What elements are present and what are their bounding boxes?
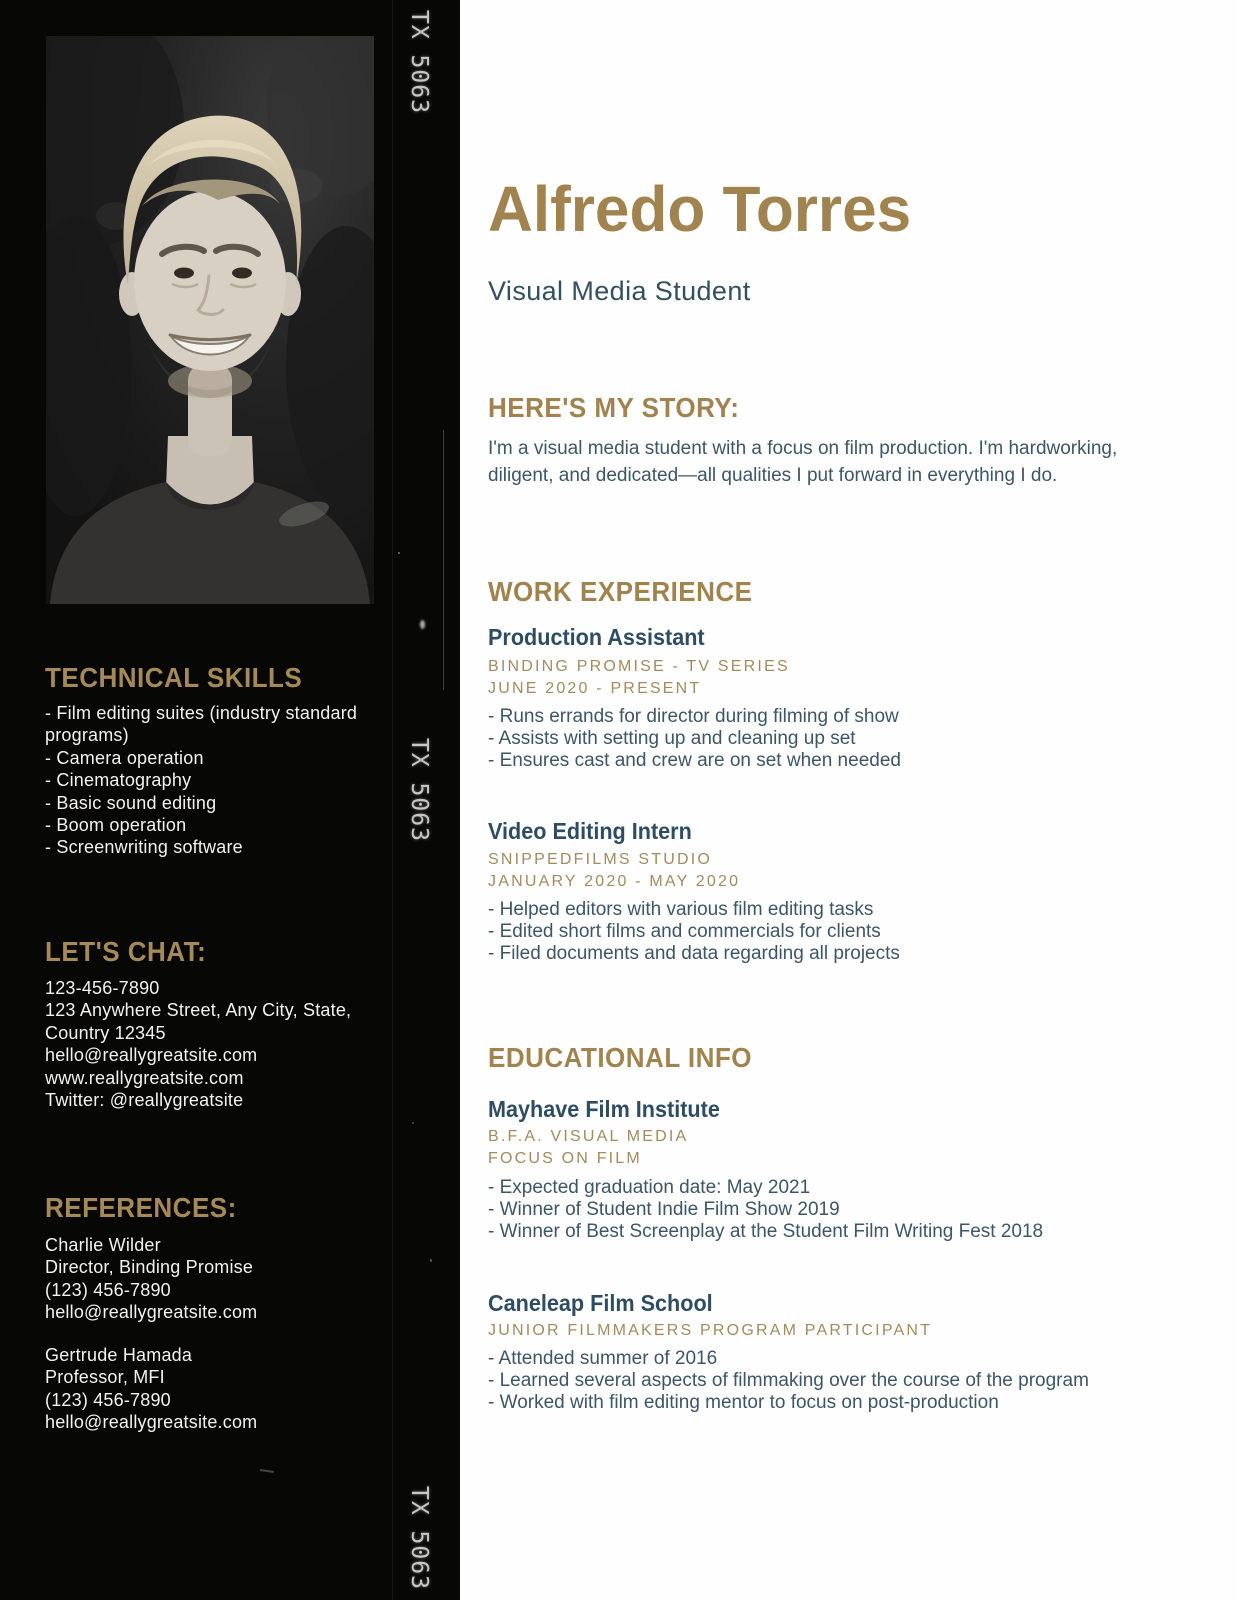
skill-item: - Cinematography — [45, 770, 192, 791]
contact-website: www.reallygreatsite.com — [45, 1067, 244, 1088]
reference-name: Gertrude Hamada — [45, 1345, 193, 1365]
school-bullets — [488, 1348, 1188, 1415]
person-role: Visual Media Student — [488, 276, 751, 306]
film-strip-sidebar — [0, 0, 460, 1600]
reference-phone: (123) 456-7890 — [45, 1279, 171, 1300]
technical-skills-list — [45, 702, 397, 859]
job-bullets — [488, 706, 1188, 773]
film-stock-label: TX 5063 — [406, 1486, 432, 1590]
skill-item: - Screenwriting software — [45, 837, 243, 858]
job-org: SNIPPEDFILMS STUDIO — [488, 851, 713, 868]
job-bullets — [488, 899, 1188, 966]
contact-address: 123 Anywhere Street, Any City, State, Country 12345 — [45, 1000, 352, 1043]
film-speck — [430, 1259, 432, 1262]
contact-twitter: Twitter: @reallygreatsite — [45, 1090, 244, 1111]
bullet-item: - Worked with film editing mentor to focus on post-production — [488, 1392, 999, 1414]
job-title: Video Editing Intern — [488, 818, 692, 844]
school-title: Mayhave Film Institute — [488, 1096, 720, 1122]
film-speck — [398, 552, 400, 554]
resume-main — [460, 0, 1236, 1600]
reference-role: Director, Binding Promise — [45, 1257, 254, 1278]
references-heading: REFERENCES: — [45, 1192, 237, 1223]
reference-name: Charlie Wilder — [45, 1235, 161, 1255]
education-heading: EDUCATIONAL INFO — [488, 1042, 752, 1073]
reference-entry — [45, 1344, 397, 1434]
school-degree: B.F.A. VISUAL MEDIA — [488, 1128, 689, 1145]
school-bullets — [488, 1177, 1188, 1244]
film-speck — [260, 1469, 274, 1473]
film-speck — [420, 620, 425, 629]
story-heading: HERE'S MY STORY: — [488, 392, 740, 423]
portrait-illustration — [46, 36, 374, 604]
film-stock-label: TX 5063 — [406, 738, 432, 842]
work-experience-heading: WORK EXPERIENCE — [488, 576, 753, 607]
bullet-item: - Edited short films and commercials for clients — [488, 921, 881, 943]
contact-email: hello@reallygreatsite.com — [45, 1045, 258, 1066]
bullet-item: - Learned several aspects of filmmaking over the course of the program — [488, 1370, 1089, 1392]
skill-item: - Camera operation — [45, 747, 204, 768]
reference-email: hello@reallygreatsite.com — [45, 1412, 258, 1433]
contact-list — [45, 977, 397, 1111]
technical-skills-heading: TECHNICAL SKILLS — [45, 662, 303, 693]
job-subtitle — [488, 656, 790, 700]
school-subtitle — [488, 1126, 688, 1170]
bullet-item: - Ensures cast and crew are on set when needed — [488, 750, 901, 772]
bullet-item: - Winner of Best Screenplay at the Student Film Writing Fest 2018 — [488, 1221, 1044, 1243]
job-title: Production Assistant — [488, 624, 705, 650]
job-subtitle — [488, 849, 740, 893]
bullet-item: - Assists with setting up and cleaning up set — [488, 728, 856, 750]
job-dates: JANUARY 2020 - MAY 2020 — [488, 873, 741, 890]
school-subtitle — [488, 1320, 932, 1342]
film-stock-label: TX 5063 — [406, 10, 432, 114]
job-dates: JUNE 2020 - PRESENT — [488, 680, 702, 697]
school-program: JUNIOR FILMMAKERS PROGRAM PARTICIPANT — [488, 1322, 933, 1339]
bullet-item: - Expected graduation date: May 2021 — [488, 1177, 811, 1198]
skill-item: - Film editing suites (industry standard programs) — [45, 703, 358, 746]
reference-phone: (123) 456-7890 — [45, 1389, 171, 1410]
film-scratch — [443, 430, 444, 690]
person-name: Alfredo Torres — [488, 173, 912, 245]
skill-item: - Boom operation — [45, 815, 187, 836]
bullet-item: - Winner of Student Indie Film Show 2019 — [488, 1199, 840, 1221]
school-focus: FOCUS ON FILM — [488, 1150, 642, 1167]
skill-item: - Basic sound editing — [45, 792, 217, 813]
contact-heading: LET'S CHAT: — [45, 936, 207, 967]
bullet-item: - Filed documents and data regarding all projects — [488, 943, 900, 965]
contact-phone: 123-456-7890 — [45, 978, 160, 998]
reference-email: hello@reallygreatsite.com — [45, 1302, 258, 1323]
profile-photo — [46, 36, 374, 604]
school-title: Caneleap Film School — [488, 1290, 713, 1316]
story-paragraph: I'm a visual media student with a focus on film production. I'm hardworking, diligent, and dedicated—all qualities I put forward in everything I do. — [488, 438, 1118, 486]
film-speck — [412, 1122, 414, 1124]
bullet-item: - Helped editors with various film editing tasks — [488, 899, 874, 920]
reference-entry — [45, 1234, 397, 1324]
job-org: BINDING PROMISE - TV SERIES — [488, 658, 790, 675]
reference-role: Professor, MFI — [45, 1367, 165, 1388]
bullet-item: - Attended summer of 2016 — [488, 1348, 718, 1369]
bullet-item: - Runs errands for director during filming of show — [488, 706, 899, 727]
